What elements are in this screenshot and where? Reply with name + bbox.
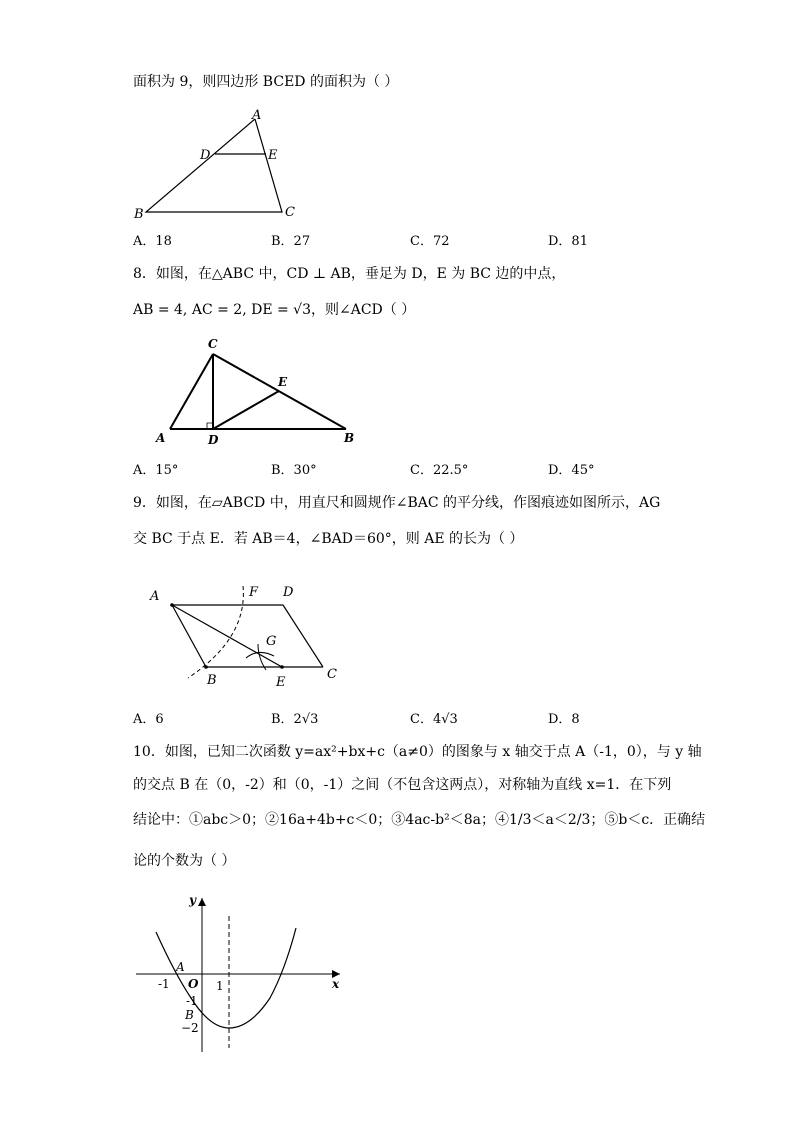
q8-option-b[interactable]: B．30° bbox=[271, 463, 317, 478]
q8-figure bbox=[150, 334, 370, 458]
q9-label-c: C bbox=[327, 667, 337, 682]
q8-label-b: B bbox=[344, 431, 355, 445]
q7-option-a[interactable]: A．18 bbox=[133, 234, 172, 249]
q9-label-e: E bbox=[276, 675, 286, 690]
q10-parabola-graph bbox=[130, 888, 360, 1058]
q8-label-e: E bbox=[278, 375, 288, 389]
q8-label-c: C bbox=[208, 337, 218, 351]
q9-option-c[interactable]: C．4√3 bbox=[410, 712, 458, 727]
q7-label-a: A bbox=[252, 108, 262, 123]
q9-stem-line2: 交 BC 于点 E．若 AB＝4，∠BAD＝60°，则 AE 的长为（ ） bbox=[133, 531, 524, 547]
q7-option-b[interactable]: B．27 bbox=[271, 234, 311, 249]
q8-label-d: D bbox=[208, 433, 219, 447]
q7-figure bbox=[128, 104, 308, 228]
q10-label-neg1-y: -1 bbox=[186, 994, 198, 1008]
q8-option-d[interactable]: D．45° bbox=[548, 463, 595, 478]
q9-option-d[interactable]: D．8 bbox=[548, 712, 580, 727]
q7-triangle-diagram bbox=[128, 104, 308, 224]
q8-option-a[interactable]: A．15° bbox=[133, 463, 179, 478]
q10-label-a: A bbox=[176, 960, 185, 974]
q7-label-c: C bbox=[285, 205, 295, 220]
q10-figure bbox=[130, 888, 360, 1062]
q9-label-a: A bbox=[150, 589, 160, 604]
q9-option-a[interactable]: A．6 bbox=[133, 712, 164, 727]
q9-label-f: F bbox=[249, 585, 259, 600]
q7-label-b: B bbox=[134, 207, 144, 222]
q9-stem-line1: 9．如图，在▱ABCD 中，用直尺和圆规作∠BAC 的平分线，作图痕迹如图所示，AG bbox=[133, 495, 661, 511]
q7-label-e: E bbox=[268, 148, 278, 163]
q7-option-c[interactable]: C．72 bbox=[410, 234, 450, 249]
q8-label-a: A bbox=[156, 431, 166, 445]
q10-label-x: x bbox=[332, 977, 340, 991]
q8-triangle-diagram bbox=[150, 334, 370, 454]
q9-parallelogram-diagram bbox=[140, 578, 360, 696]
q9-label-g: G bbox=[266, 634, 277, 649]
q9-label-b: B bbox=[207, 673, 217, 688]
q10-label-y: y bbox=[189, 893, 196, 907]
q7-label-d: D bbox=[200, 148, 211, 163]
q9-label-d: D bbox=[283, 585, 294, 600]
q10-label-o: O bbox=[188, 977, 199, 991]
q9-figure bbox=[140, 578, 360, 700]
q10-stem-line4: 论的个数为（ ） bbox=[133, 853, 236, 869]
q7-option-d[interactable]: D．81 bbox=[548, 234, 588, 249]
q10-stem-line1: 10．如图，已知二次函数 y=ax²+bx+c（a≠0）的图象与 x 轴交于点 A（-1，0），与 y 轴 bbox=[133, 744, 702, 760]
q7-stem-line1: 面积为 9，则四边形 BCED 的面积为（ ） bbox=[133, 74, 399, 90]
q9-option-b[interactable]: B．2√3 bbox=[271, 712, 319, 727]
q8-option-c[interactable]: C．22.5° bbox=[410, 463, 469, 478]
q10-label-b: B bbox=[185, 1008, 194, 1022]
q10-label-one: 1 bbox=[216, 979, 224, 993]
q10-label-neg1-x: -1 bbox=[158, 977, 170, 991]
q10-stem-line3: 结论中：①abc＞0；②16a+4b+c＜0；③4ac-b²＜8a；④1/3＜a＜2/3；⑤b＜c．正确结 bbox=[133, 812, 706, 828]
q8-stem-line1: 8．如图，在△ABC 中，CD ⊥ AB，垂足为 D，E 为 BC 边的中点， bbox=[133, 266, 566, 282]
q8-stem-line2: AB = 4, AC = 2, DE = √3，则∠ACD（ ） bbox=[133, 302, 416, 318]
q10-stem-line2: 的交点 B 在（0，-2）和（0，-1）之间（不包含这两点），对称轴为直线 x=1．在下列 bbox=[133, 777, 672, 793]
q10-label-neg2: −2 bbox=[181, 1021, 199, 1035]
